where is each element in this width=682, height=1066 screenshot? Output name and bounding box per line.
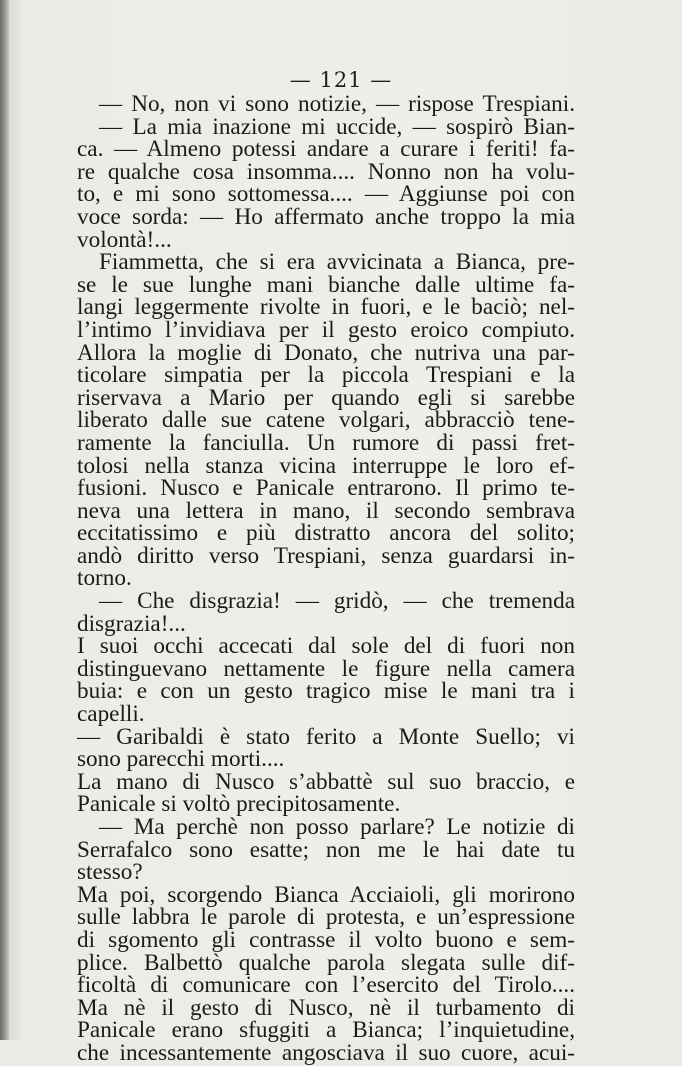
text-line: andò diritto verso Trespiani, senza guardarsi in- [77,542,575,569]
text-line: eccitatissimo e più distratto ancora del solito; [77,520,575,547]
text-line: voce sorda: — Ho affermato anche troppo la mia [77,203,575,230]
text-line: stesso? [77,859,143,886]
text-line: ramente la fanciulla. Un rumore di passi fret- [77,429,575,456]
text-line: liberato dalle sue catene volgari, abbracciò tene- [77,407,575,434]
text-line: neva una lettera in mano, il secondo sembrava [77,497,575,524]
text-line: ca. — Almeno potessi andare a curare i feriti! fa- [77,136,575,163]
text-line: se le sue lunghe mani bianche dalle ultime fa- [77,271,575,298]
text-line: — No, non vi sono notizie, — rispose Trespiani. [99,91,575,117]
text-line: sulle labbra le parole di protesta, e un’espressione [77,904,575,931]
text-line: Ma poi, scorgendo Bianca Acciaioli, gli morirono [77,881,575,908]
text-line: ficoltà di comunicare con l’esercito del Tirolo.... [77,972,575,999]
text-line: di sgomento gli contrasse il volto buono e sem- [77,926,575,953]
text-line: langi leggermente rivolte in fuori, e le baciò; nel- [77,294,575,321]
text-line: Serrafalco sono esatte; non me le hai date tu [77,836,575,863]
text-line: — La mia inazione mi uccide, — sospirò Bian- [99,113,575,140]
page-spine-edge [0,0,9,1040]
text-line: — Ma perchè non posso parlare? Le notizie di [99,814,575,840]
text-line: tolosi nella stanza vicina interruppe le loro ef- [77,452,575,479]
text-line: Fiammetta, che si era avvicinata a Bianca, pre- [99,249,575,276]
text-line: Ma nè il gesto di Nusco, nè il turbamento di [77,994,575,1021]
text-line: torno. [77,565,132,592]
text-line: disgrazia!... [77,610,186,637]
text-line: ticolare simpatia per la piccola Trespiani e la [77,362,575,389]
text-line: l’intimo l’invidiava per il gesto eroico compiuto. [77,316,575,343]
text-line: volontà!... [77,226,172,253]
text-line: riservava a Mario per quando egli si sarebbe [77,384,575,411]
text-line: Panicale si voltò precipitosamente. [77,791,401,818]
text-line: fusioni. Nusco e Panicale entrarono. Il primo te- [77,475,575,502]
text-line: — Garibaldi è stato ferito a Monte Suello; vi [77,723,575,750]
page-number: — 121 — [289,68,393,92]
text-line: che incessantemente angosciava il suo cuore, acui- [77,1039,575,1066]
text-line: Allora la moglie di Donato, che nutriva una par- [77,339,575,366]
text-line: sono parecchi morti.... [77,746,285,773]
text-line: re qualche cosa insomma.... Nonno non ha volu- [77,158,575,185]
text-line: — Che disgrazia! — gridò, — che tremenda [99,588,575,615]
text-line: Panicale erano sfuggiti a Bianca; l’inquietudine, [77,1017,575,1044]
text-line: La mano di Nusco s’abbattè sul suo braccio, e [77,768,575,795]
text-line: plice. Balbettò qualche parola slegata sulle dif- [77,949,575,976]
text-line: capelli. [77,701,145,728]
body-text [77,93,575,1065]
text-line: to, e mi sono sottomessa.... — Aggiunse poi con [77,181,575,208]
text-line: I suoi occhi accecati dal sole del di fuori non [77,633,575,660]
text-line: distinguevano nettamente le figure nella camera [77,655,575,682]
text-line: buia: e con un gesto tragico mise le mani tra i [77,678,575,705]
